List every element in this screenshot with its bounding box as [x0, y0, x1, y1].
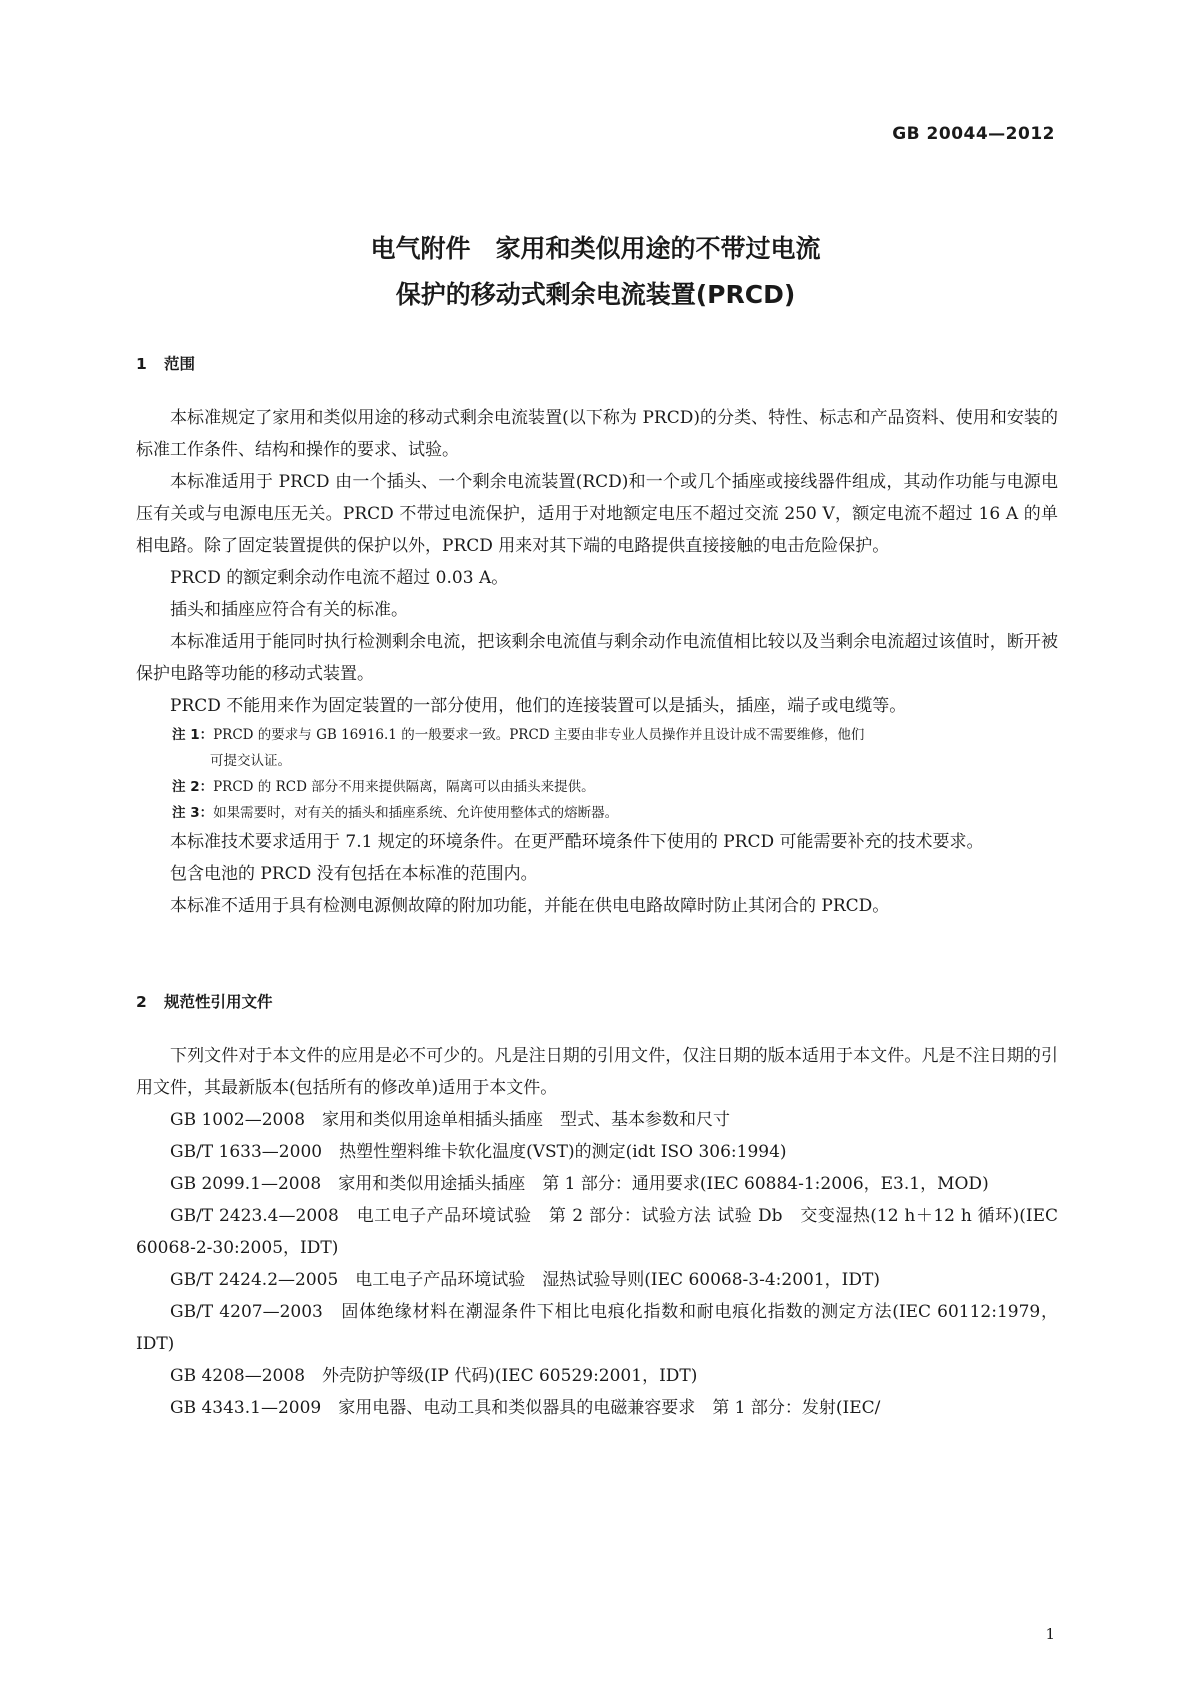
reference-item: GB/T 2423.4—2008 电工电子产品环境试验 第 2 部分：试验方法 试验 Db 交变湿热(12 h＋12 h 循环)(IEC 60068-2-30:2005，IDT) — [136, 1206, 1058, 1258]
section-title: 规范性引用文件 — [164, 993, 273, 1011]
reference-item: GB 4343.1—2009 家用电器、电动工具和类似器具的电磁兼容要求 第 1 部分：发射(IEC/ — [170, 1398, 881, 1418]
section-2-heading — [136, 990, 273, 1012]
reference-item: GB 4208—2008 外壳防护等级(IP 代码)(IEC 60529:2001，IDT) — [170, 1366, 698, 1386]
note-text: PRCD 的 RCD 部分不用来提供隔离，隔离可以由插头来提供。 — [213, 779, 595, 795]
note-label: 注 3： — [172, 805, 214, 821]
paragraph: 本标准适用于能同时执行检测剩余电流，把该剩余电流值与剩余动作电流值相比较以及当剩余电流超过该值时，断开被保护电路等功能的移动式装置。 — [136, 632, 1058, 684]
section-number: 1 — [136, 355, 147, 373]
note — [136, 800, 1058, 826]
section-title: 范围 — [164, 355, 196, 373]
paragraph: PRCD 不能用来作为固定装置的一部分使用，他们的连接装置可以是插头，插座，端子或电缆等。 — [170, 696, 907, 716]
section-1-heading — [136, 352, 195, 374]
reference-item: GB/T 4207—2003 固体绝缘材料在潮湿条件下相比电痕化指数和耐电痕化指数的测定方法(IEC 60112:1979，IDT) — [136, 1302, 1058, 1354]
standard-number: GB 20044—2012 — [892, 124, 1055, 144]
paragraph: 本标准技术要求适用于 7.1 规定的环境条件。在更严酷环境条件下使用的 PRCD 可能需要补充的技术要求。 — [170, 832, 984, 852]
note-label: 注 2： — [172, 779, 214, 795]
paragraph: 下列文件对于本文件的应用是必不可少的。凡是注日期的引用文件，仅注日期的版本适用于本文件。凡是不注日期的引用文件，其最新版本(包括所有的修改单)适用于本文件。 — [136, 1046, 1058, 1098]
paragraph: 本标准适用于 PRCD 由一个插头、一个剩余电流装置(RCD)和一个或几个插座或接线器件组成，其动作功能与电源电压有关或与电源电压无关。PRCD 不带过电流保护，适用于对地额定电压不超过交流 250 V，额定电流不超过 16 A 的单相电路。除了固定装置提供的保护以外，PRCD 用来对其下端的电路提供直接接触的电击危险保护。 — [136, 472, 1058, 556]
section-number: 2 — [136, 993, 147, 1011]
reference-item: GB 1002—2008 家用和类似用途单相插头插座 型式、基本参数和尺寸 — [170, 1110, 731, 1130]
paragraph: 本标准不适用于具有检测电源侧故障的附加功能，并能在供电电路故障时防止其闭合的 PRCD。 — [170, 896, 890, 916]
title-line-1: 电气附件 家用和类似用途的不带过电流 — [370, 234, 821, 263]
section-2-body — [136, 1040, 1058, 1424]
paragraph: PRCD 的额定剩余动作电流不超过 0.03 A。 — [170, 568, 509, 588]
note — [172, 722, 1058, 774]
reference-item: GB/T 2424.2—2005 电工电子产品环境试验 湿热试验导则(IEC 60068-3-4:2001，IDT) — [170, 1270, 880, 1290]
section-1-body — [136, 402, 1058, 922]
paragraph: 插头和插座应符合有关的标准。 — [170, 600, 408, 620]
reference-item: GB/T 1633—2000 热塑性塑料维卡软化温度(VST)的测定(idt ISO 306:1994) — [170, 1142, 787, 1162]
note-text: 如果需要时，对有关的插头和插座系统、允许使用整体式的熔断器。 — [213, 805, 619, 821]
reference-item: GB 2099.1—2008 家用和类似用途插头插座 第 1 部分：通用要求(IEC 60884-1:2006，E3.1，MOD) — [170, 1174, 989, 1194]
note — [136, 774, 1058, 800]
note-label: 注 1： — [172, 727, 214, 743]
note-text: PRCD 的要求与 GB 16916.1 的一般要求一致。PRCD 主要由非专业人员操作并且设计成不需要维修，他们 — [213, 727, 865, 743]
note-text-continued: 可提交认证。 — [210, 753, 291, 769]
page-number: 1 — [1045, 1625, 1055, 1643]
document-title — [0, 226, 1191, 318]
paragraph: 包含电池的 PRCD 没有包括在本标准的范围内。 — [170, 864, 538, 884]
title-line-2: 保护的移动式剩余电流装置(PRCD) — [395, 280, 796, 309]
paragraph: 本标准规定了家用和类似用途的移动式剩余电流装置(以下称为 PRCD)的分类、特性、标志和产品资料、使用和安装的标准工作条件、结构和操作的要求、试验。 — [136, 408, 1058, 460]
